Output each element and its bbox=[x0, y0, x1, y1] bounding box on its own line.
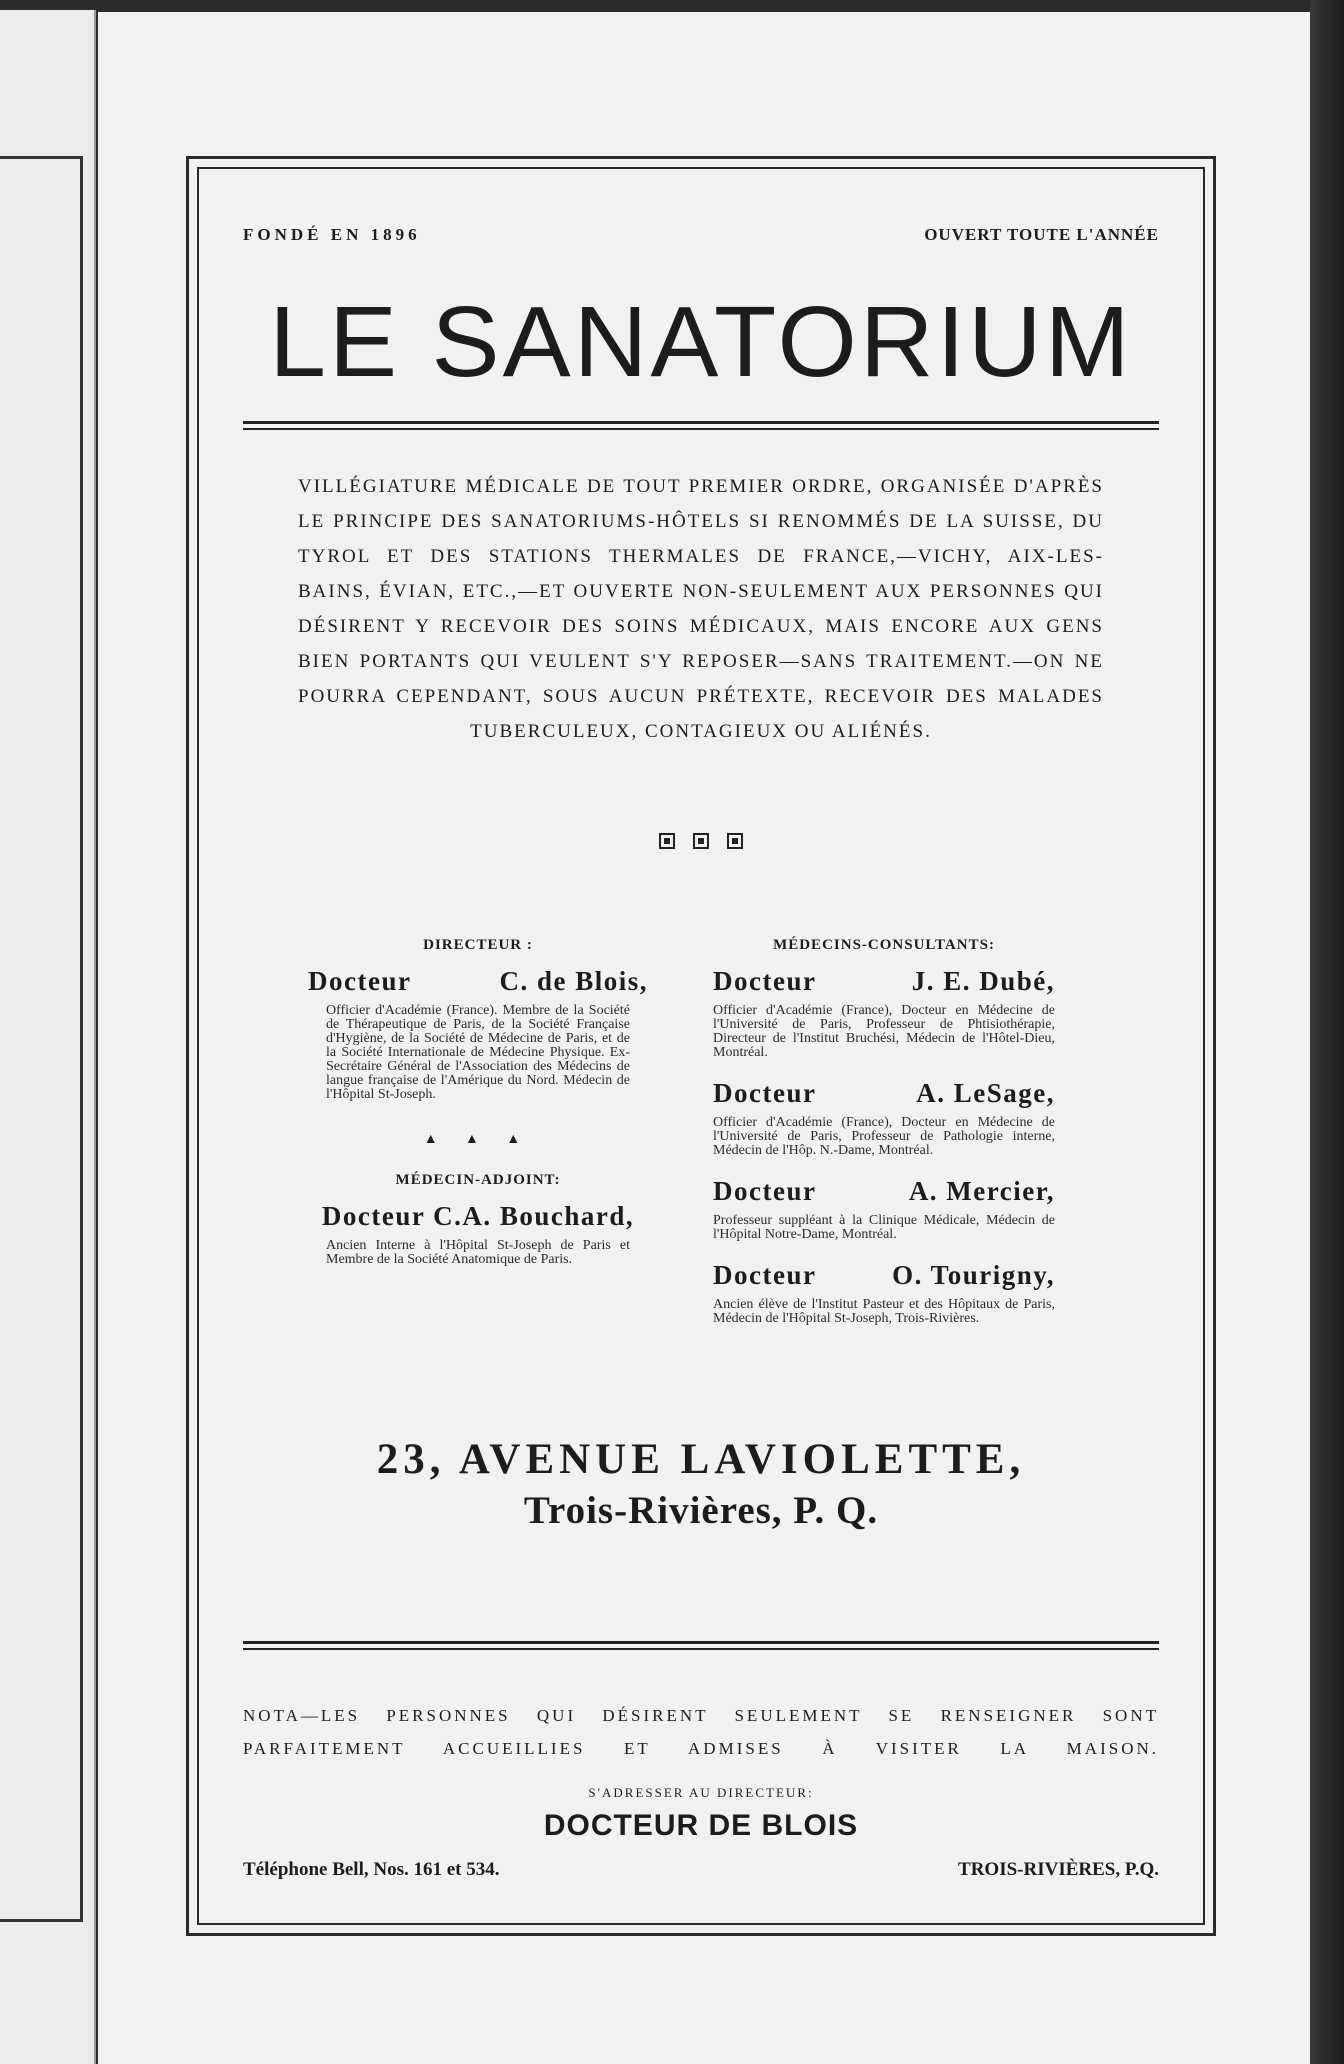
intro-paragraph: VILLÉGIATURE MÉDICALE DE TOUT PREMIER ORDRE, ORGANISÉE D'APRÈS LE PRINCIPE DES SANATORIUMS-HÔTELS SI RENOMMÉS DE LA SUISSE, DU TYROL ET DES STATIONS THERMALES DE FRANCE,—VICHY, AIX-LES-BAINS, ÉVIAN, ETC.,—ET OUVERTE NON-SEULEMENT AUX PERSONNES QUI DÉSIRENT Y RECEVOIR DES SOINS MÉDICAUX, MAIS ENCORE AUX GENS BIEN PORTANTS QUI VEULENT S'Y REPOSER—SANS TRAITEMENT.—ON NE POURRA CEPENDANT, SOUS AUCUN PRÉTEXTE, RECEVOIR DES MALADES TUBERCULEUX, CONTAGIEUX OU ALIÉNÉS. bbox=[298, 476, 1104, 742]
doctor-name: A. Mercier, bbox=[908, 1176, 1055, 1206]
page-title: LE SANATORIUM bbox=[269, 286, 1133, 398]
doctor-title: Docteur bbox=[713, 1078, 817, 1108]
left-page-edge bbox=[0, 10, 96, 2064]
phone-text: Téléphone Bell, Nos. 161 et 534. bbox=[243, 1859, 500, 1880]
doctor-title: Docteur bbox=[713, 1176, 817, 1206]
doctor-name: C. de Blois, bbox=[499, 966, 648, 996]
right-column bbox=[713, 937, 1055, 1342]
left-page-frame bbox=[0, 156, 83, 1922]
adjoint-name: Docteur C.A. Bouchard, bbox=[321, 1201, 635, 1231]
doctor-name: O. Tourigny, bbox=[892, 1260, 1055, 1290]
square-ornament-icon bbox=[659, 833, 675, 849]
open-text: OUVERT TOUTE L'ANNÉE bbox=[924, 225, 1159, 244]
ornament-row bbox=[243, 833, 1159, 849]
title-rule bbox=[243, 421, 1159, 430]
inner-frame bbox=[197, 167, 1205, 1925]
doctor-name-line bbox=[713, 1076, 1055, 1110]
adjoint-heading: MÉDECIN-ADJOINT: bbox=[395, 1172, 561, 1188]
nota-paragraph: NOTA—LES PERSONNES QUI DÉSIRENT SEULEMENT SE RENSEIGNER SONT PARFAITEMENT ACCUEILLIES ET ADMISES À VISITER LA MAISON. bbox=[243, 1706, 1159, 1758]
doctor-name-line bbox=[713, 964, 1055, 998]
consultant-dube bbox=[713, 964, 1055, 1064]
doctor-title: Docteur bbox=[308, 966, 412, 996]
consultant-tourigny bbox=[713, 1258, 1055, 1330]
triangle-ornament-icon: ▲ ▲ ▲ bbox=[423, 1132, 533, 1147]
consultant-lesage bbox=[713, 1076, 1055, 1162]
doctor-name-line bbox=[713, 1174, 1055, 1208]
doctor-title: Docteur bbox=[713, 966, 817, 996]
page bbox=[98, 12, 1310, 2064]
doctor-name-line bbox=[713, 1258, 1055, 1292]
footer bbox=[243, 1859, 1159, 1881]
address-block bbox=[243, 1433, 1159, 1535]
doctor-description: Ancien élève de l'Institut Pasteur et des Hôpitaux de Paris, Médecin de l'Hôpital St-Joseph, Trois-Rivières. bbox=[713, 1297, 1055, 1326]
book-spine bbox=[1310, 0, 1344, 2064]
doctor-description: Officier d'Académie (France), Docteur en Médecine de l'Université de Paris, Professeur de Pathologie interne, Médecin de l'Hôp. N.-Dame, Montréal. bbox=[713, 1115, 1055, 1158]
director-name: DOCTEUR DE BLOIS bbox=[543, 1809, 859, 1842]
directeur-description: Officier d'Académie (France). Membre de la Société de Thérapeutique de Paris, de la Société Française d'Hygiène, de la Société de Médecine de Paris, et de la Société Internationale de Médecine Physique. Ex-Secrétaire Général de l'Association des Médecins de langue française de l'Amérique du Nord. Médecin de l'Hôpital St-Joseph. bbox=[326, 1003, 630, 1102]
directeur-heading: DIRECTEUR : bbox=[423, 937, 533, 953]
outer-frame bbox=[186, 156, 1216, 1936]
top-line bbox=[243, 225, 1159, 245]
founded-text: FONDÉ EN 1896 bbox=[243, 225, 421, 244]
advert-content bbox=[243, 169, 1159, 1923]
left-column bbox=[308, 937, 648, 1267]
directeur-name bbox=[308, 964, 648, 998]
bottom-rule bbox=[243, 1641, 1159, 1650]
adjoint-description: Ancien Interne à l'Hôpital St-Joseph de Paris et Membre de la Société Anatomique de Paris. bbox=[326, 1238, 630, 1267]
city-address: Trois-Rivières, P. Q. bbox=[523, 1489, 879, 1532]
doctor-name: A. LeSage, bbox=[916, 1078, 1055, 1108]
doctor-description: Professeur suppléant à la Clinique Médicale, Médecin de l'Hôpital Notre-Dame, Montréal. bbox=[713, 1213, 1055, 1242]
consultants-heading: MÉDECINS-CONSULTANTS: bbox=[773, 937, 995, 953]
doctor-name: J. E. Dubé, bbox=[911, 966, 1055, 996]
consultant-mercier bbox=[713, 1174, 1055, 1246]
footer-city: TROIS-RIVIÈRES, P.Q. bbox=[958, 1859, 1159, 1880]
square-ornament-icon bbox=[727, 833, 743, 849]
street-address: 23, AVENUE LAVIOLETTE, bbox=[376, 1436, 1026, 1483]
doctor-title: Docteur bbox=[713, 1260, 817, 1290]
adresser-line: S'ADRESSER AU DIRECTEUR: bbox=[588, 1785, 814, 1800]
square-ornament-icon bbox=[693, 833, 709, 849]
doctor-description: Officier d'Académie (France), Docteur en Médecine de l'Université de Paris, Professeur de Phtisiothérapie, Directeur de l'Institut Bruchési, Médecin de l'Hôtel-Dieu, Montréal. bbox=[713, 1003, 1055, 1060]
